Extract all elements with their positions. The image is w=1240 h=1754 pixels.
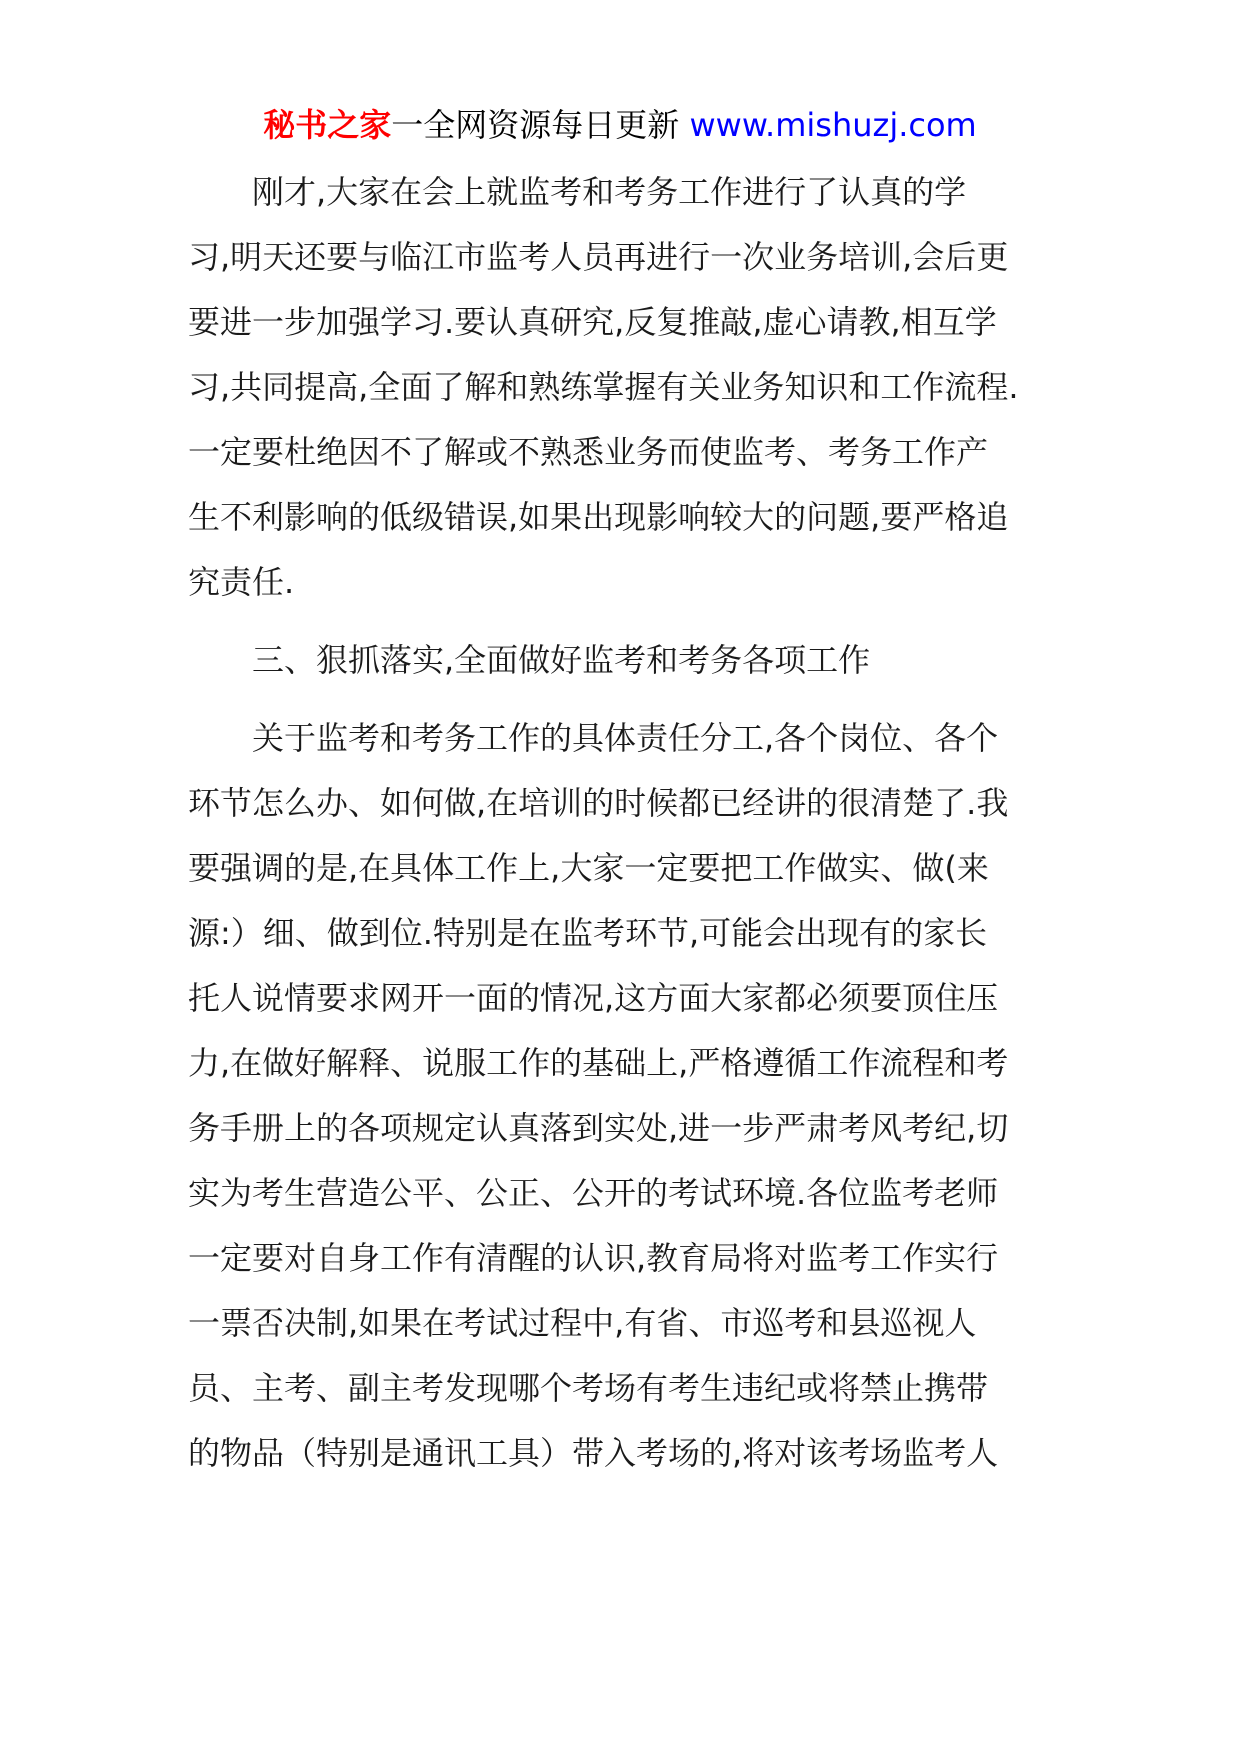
text-line: 习,明天还要与临江市监考人员再进行一次业务培训,会后更 <box>188 238 1009 276</box>
page-header <box>0 100 1240 150</box>
section-heading <box>188 628 1058 693</box>
text-line: 的物品（特别是通讯工具）带入考场的,将对该考场监考人 <box>188 1434 999 1472</box>
site-url[interactable]: www.mishuzj.com <box>689 106 977 144</box>
text-line: 托人说情要求网开一面的情况,这方面大家都必须要顶住压 <box>188 979 999 1017</box>
text-line: 一定要杜绝因不了解或不熟悉业务而使监考、考务工作产 <box>188 433 989 471</box>
text-line: 要强调的是,在具体工作上,大家一定要把工作做实、做(来 <box>188 849 989 887</box>
heading-line: 三、狠抓落实,全面做好监考和考务各项工作 <box>252 641 871 679</box>
text-line: 务手册上的各项规定认真落到实处,进一步严肃考风考纪,切 <box>188 1109 1009 1147</box>
text-line: 一定要对自身工作有清醒的认识,教育局将对监考工作实行 <box>188 1239 999 1277</box>
paragraph-2 <box>188 706 1058 1486</box>
text-line: 力,在做好解释、说服工作的基础上,严格遵循工作流程和考 <box>188 1044 1009 1082</box>
site-name: 秘书之家 <box>263 106 392 144</box>
text-line: 习,共同提高,全面了解和熟练掌握有关业务知识和工作流程. <box>188 368 1019 406</box>
text-line: 究责任. <box>188 563 295 601</box>
text-line: 生不利影响的低级错误,如果出现影响较大的问题,要严格追 <box>188 498 1009 536</box>
text-line: 要进一步加强学习.要认真研究,反复推敲,虚心请教,相互学 <box>188 303 997 341</box>
text-line: 关于监考和考务工作的具体责任分工,各个岗位、各个 <box>252 719 999 757</box>
text-line: 一票否决制,如果在考试过程中,有省、市巡考和县巡视人 <box>188 1304 977 1342</box>
text-line: 员、主考、副主考发现哪个考场有考生违纪或将禁止携带 <box>188 1369 989 1407</box>
text-line: 实为考生营造公平、公正、公开的考试环境.各位监考老师 <box>188 1174 999 1212</box>
document-body <box>188 160 1058 1486</box>
site-slogan: 一全网资源每日更新 <box>391 106 680 144</box>
text-line: 刚才,大家在会上就监考和考务工作进行了认真的学 <box>252 173 967 211</box>
text-line: 环节怎么办、如何做,在培训的时候都已经讲的很清楚了.我 <box>188 784 1009 822</box>
paragraph-1 <box>188 160 1058 615</box>
text-line: 源:）细、做到位.特别是在监考环节,可能会出现有的家长 <box>188 914 988 952</box>
